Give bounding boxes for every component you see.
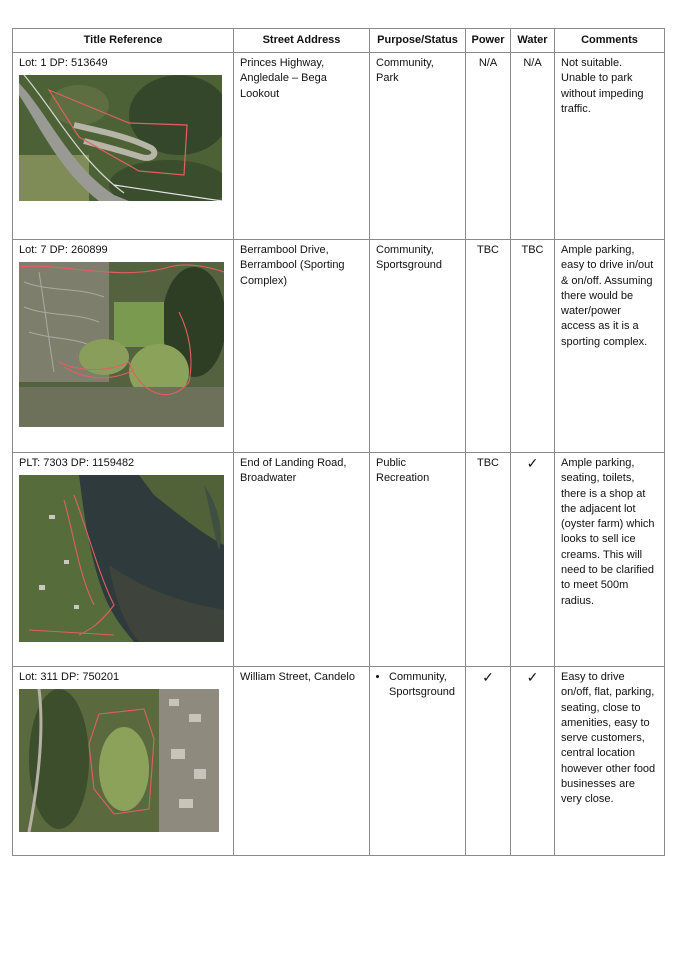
header-power: Power: [466, 29, 511, 53]
purpose-status-cell: Community, Park: [370, 53, 466, 240]
lot-reference: Lot: 1 DP: 513649: [19, 57, 108, 69]
title-reference-cell: [13, 240, 234, 453]
street-address-cell: William Street, Candelo: [234, 667, 370, 856]
purpose-bullet-item: • Community, Sportsground: [389, 670, 459, 701]
power-check-icon: ✓: [466, 667, 511, 856]
title-reference-cell: [13, 453, 234, 667]
header-comments: Comments: [555, 29, 665, 53]
power-cell: TBC: [466, 240, 511, 453]
purpose-status-cell: Community, Sportsground: [370, 240, 466, 453]
lot-reference: Lot: 311 DP: 750201: [19, 671, 120, 683]
aerial-map-bega-lookout: [19, 75, 222, 201]
header-street-address: Street Address: [234, 29, 370, 53]
title-reference-cell: [13, 53, 234, 240]
purpose-bullet-list: [376, 670, 459, 701]
purpose-status-cell: [370, 667, 466, 856]
header-water: Water: [511, 29, 555, 53]
street-address-cell: Berrambool Drive, Berrambool (Sporting Complex): [234, 240, 370, 453]
street-address-cell: End of Landing Road, Broadwater: [234, 453, 370, 667]
street-address-cell: Princes Highway, Angledale – Bega Lookout: [234, 53, 370, 240]
comments-cell: Easy to drive on/off, flat, parking, seating, close to amenities, easy to serve customers, central location however other food businesses are very close.: [555, 667, 665, 856]
table-row: [13, 240, 665, 453]
water-check-icon: ✓: [511, 667, 555, 856]
comments-cell: Not suitable. Unable to park without impeding traffic.: [555, 53, 665, 240]
lot-reference: PLT: 7303 DP: 1159482: [19, 457, 135, 469]
header-purpose-status: Purpose/Status: [370, 29, 466, 53]
lot-reference: Lot: 7 DP: 260899: [19, 244, 108, 256]
power-cell: N/A: [466, 53, 511, 240]
comments-cell: Ample parking, seating, toilets, there is a shop at the adjacent lot (oyster farm) which looks to sell ice creams. This will need to be clarified to meet 500m radius.: [555, 453, 665, 667]
comments-cell: Ample parking, easy to drive in/out & on/off. Assuming there would be water/power access as it is a sporting complex.: [555, 240, 665, 453]
water-check-icon: ✓: [511, 453, 555, 667]
aerial-map-broadwater: [19, 475, 224, 642]
table-header-row: [13, 29, 665, 53]
aerial-map-berrambool: [19, 262, 224, 427]
water-cell: TBC: [511, 240, 555, 453]
table-row: [13, 53, 665, 240]
table-row: [13, 453, 665, 667]
power-cell: TBC: [466, 453, 511, 667]
sites-table: [12, 28, 665, 856]
header-title-reference: Title Reference: [13, 29, 234, 53]
aerial-map-candelo: [19, 689, 219, 832]
table-row: [13, 667, 665, 856]
purpose-status-cell: Public Recreation: [370, 453, 466, 667]
title-reference-cell: [13, 667, 234, 856]
water-cell: N/A: [511, 53, 555, 240]
